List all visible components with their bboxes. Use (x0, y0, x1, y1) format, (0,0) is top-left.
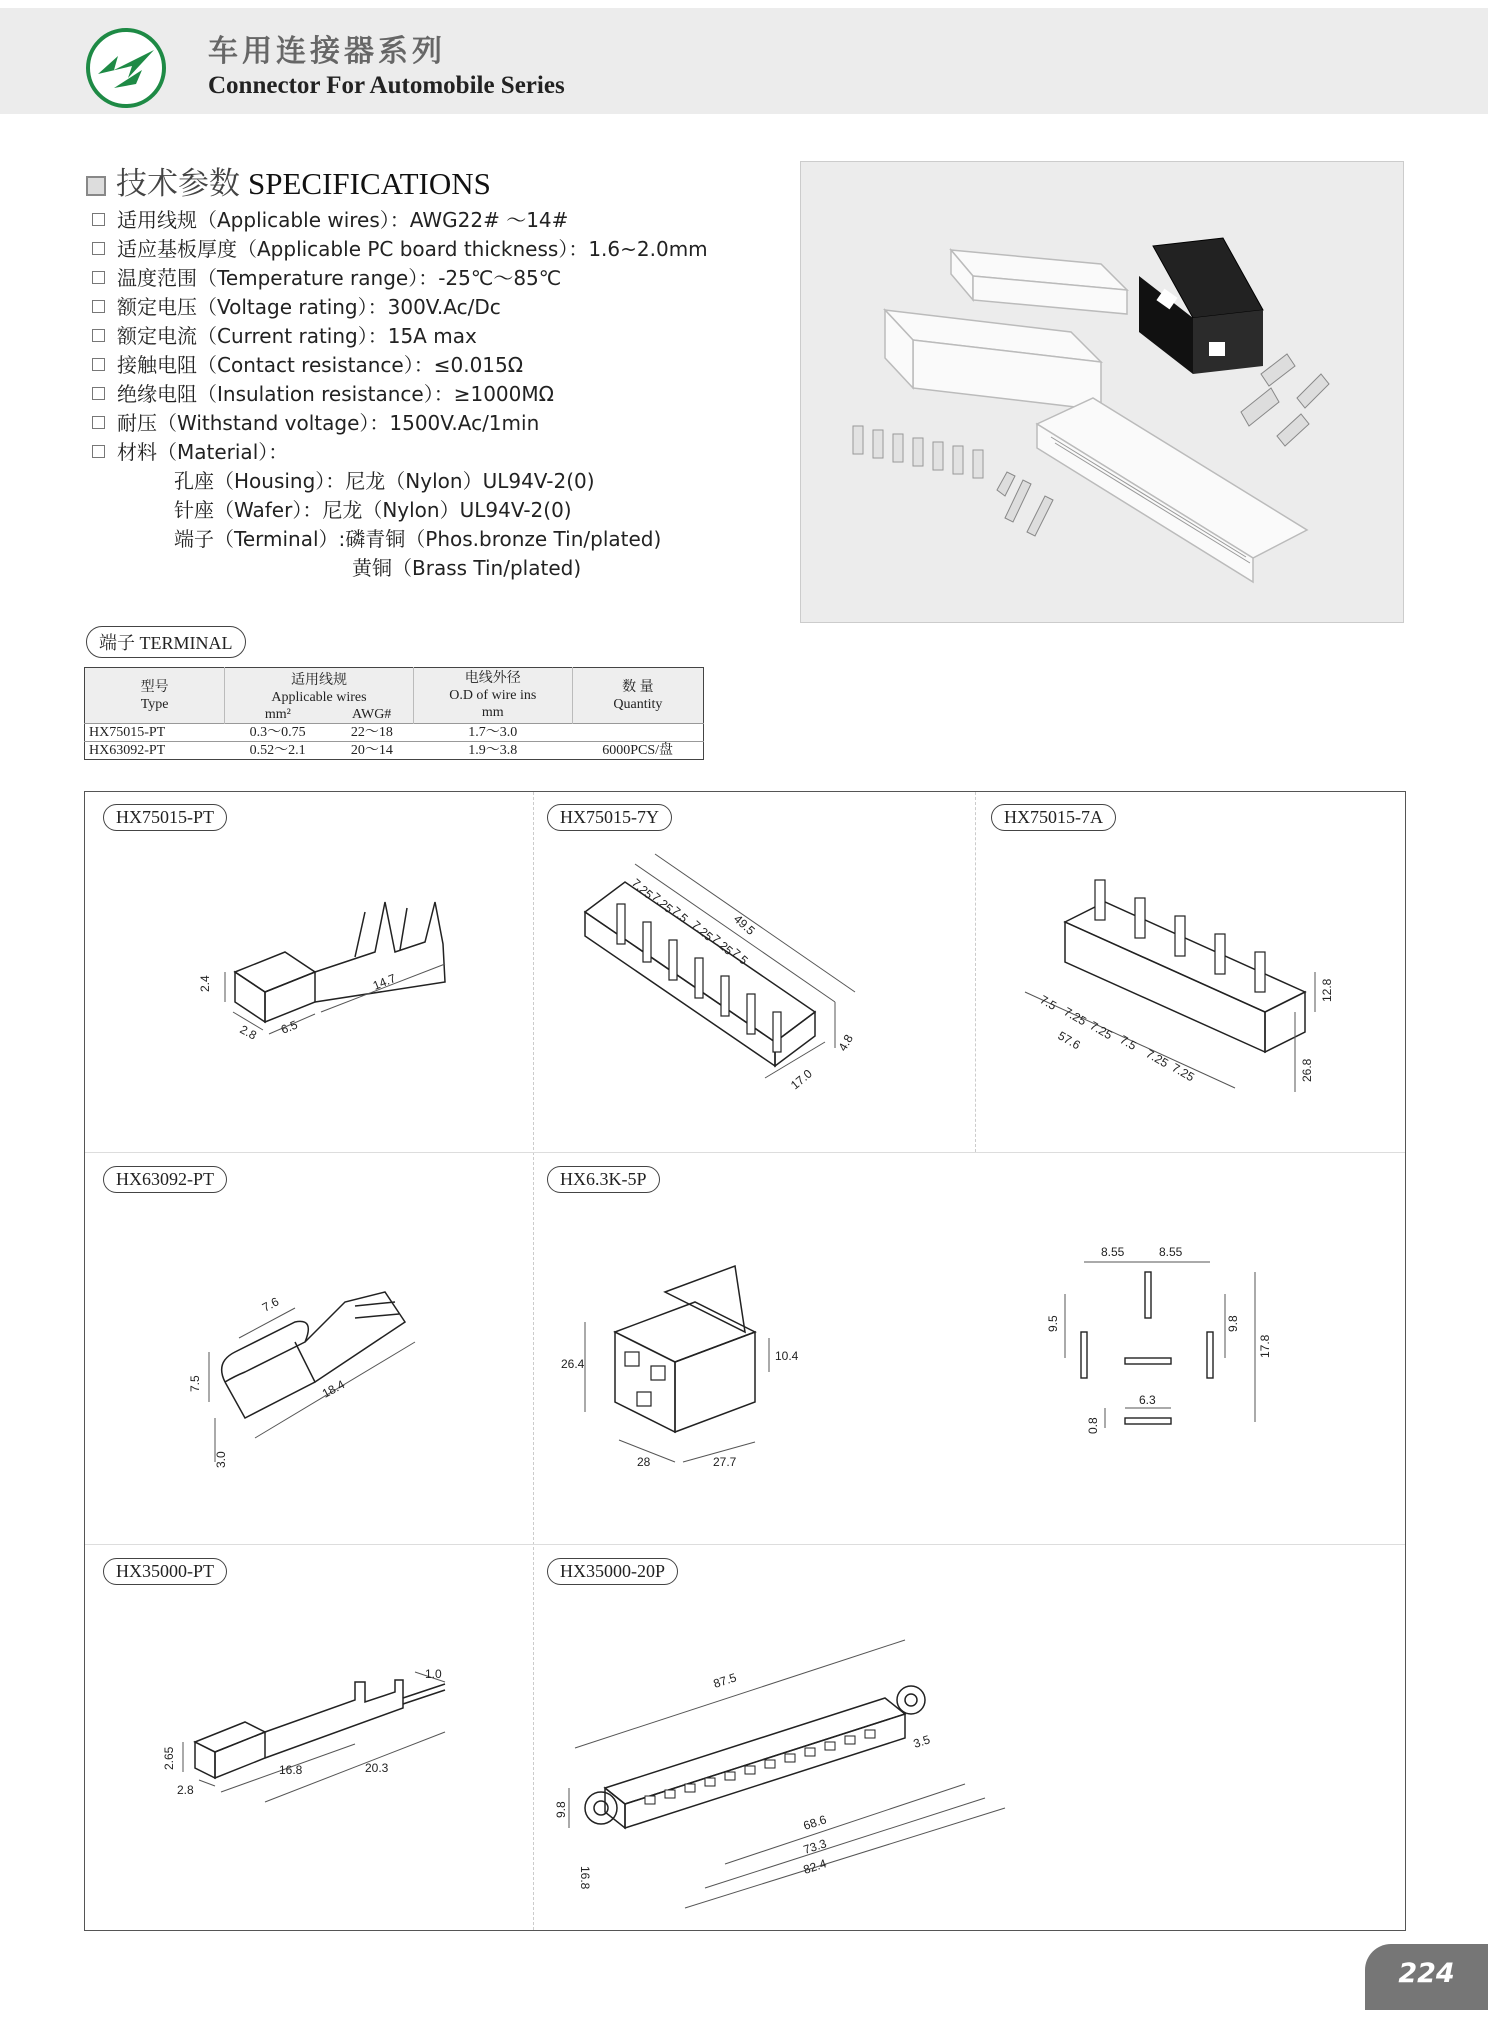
svg-text:18.4: 18.4 (319, 1377, 348, 1401)
material-terminal: 端子（Terminal）:磷青铜（Phos.bronze Tin/plated) (174, 527, 662, 551)
specifications-heading: 技术参数 SPECIFICATIONS (86, 158, 491, 203)
svg-text:7.25: 7.25 (1169, 1060, 1197, 1085)
svg-text:28: 28 (637, 1455, 651, 1469)
svg-text:9.8: 9.8 (554, 1801, 568, 1818)
quantity-header: 数 量 Quantity (572, 668, 703, 724)
part-label-hx75015-pt: HX75015-PT (103, 804, 227, 831)
square-bullet-icon (92, 213, 105, 226)
svg-text:7.25: 7.25 (688, 917, 716, 944)
svg-text:6.3: 6.3 (1139, 1393, 1156, 1407)
square-bullet-icon (92, 358, 105, 371)
spec-row: 材料（Material）： (92, 438, 708, 467)
svg-text:49.5: 49.5 (730, 911, 758, 938)
spec-row: 额定电压（Voltage rating）：300V.Ac/Dc (92, 293, 708, 322)
svg-text:7.5: 7.5 (728, 945, 751, 968)
spec-row: 接触电阻（Contact resistance）：≤0.015Ω (92, 351, 708, 380)
spec-row: 温度范围（Temperature range）：-25℃～85℃ (92, 264, 708, 293)
svg-text:9.5: 9.5 (1046, 1315, 1060, 1332)
svg-text:17.8: 17.8 (1258, 1334, 1272, 1358)
drawing-hx75015-7y (565, 852, 965, 1142)
specifications-list (92, 206, 708, 583)
type-header: 型号 Type (85, 668, 225, 724)
square-bullet-icon (92, 387, 105, 400)
material-wafer: 针座（Wafer）：尼龙（Nylon）UL94V-2(0) (174, 498, 572, 522)
part-label-hx35000-20p: HX35000-20P (547, 1558, 678, 1585)
svg-text:14.7: 14.7 (370, 971, 398, 993)
table-header-row (85, 668, 704, 707)
svg-text:20.3: 20.3 (365, 1761, 389, 1775)
svg-text:7.5: 7.5 (188, 1375, 202, 1392)
square-bullet-icon (92, 242, 105, 255)
svg-text:82.4: 82.4 (801, 1856, 829, 1877)
grid-divider (533, 792, 534, 1930)
svg-text:12.8: 12.8 (1320, 978, 1334, 1002)
svg-text:7.25: 7.25 (1143, 1046, 1171, 1071)
part-label-hx75015-7a: HX75015-7A (991, 804, 1116, 831)
page-number: 224 (1365, 1944, 1488, 2010)
terminal-table (84, 667, 704, 760)
part-label-hx35000-pt: HX35000-PT (103, 1558, 227, 1585)
svg-text:2.65: 2.65 (162, 1746, 176, 1770)
terminal-label: 端子 TERMINAL (86, 626, 246, 658)
svg-text:8.55: 8.55 (1159, 1245, 1183, 1259)
svg-text:7.25: 7.25 (1087, 1018, 1115, 1043)
svg-text:7.6: 7.6 (259, 1294, 282, 1315)
svg-text:9.8: 9.8 (1226, 1315, 1240, 1332)
svg-text:73.3: 73.3 (801, 1836, 829, 1857)
drawing-hx6-3k-5p (555, 1252, 835, 1492)
part-label-hx6-3k-5p: HX6.3K-5P (547, 1166, 660, 1193)
svg-text:27.7: 27.7 (713, 1455, 737, 1469)
spec-row: 适用线规（Applicable wires）：AWG22# ～14# (92, 206, 708, 235)
svg-text:6.5: 6.5 (278, 1017, 300, 1037)
wires-header: 适用线规 Applicable wires (225, 668, 414, 707)
product-photo (800, 161, 1404, 623)
svg-text:16.8: 16.8 (279, 1763, 303, 1777)
svg-text:0.8: 0.8 (1086, 1417, 1100, 1434)
table-row: HX63092-PT 0.52～2.1 20～14 1.9～3.8 6000PCS/盘 (85, 742, 704, 760)
square-bullet-icon (86, 176, 106, 196)
grid-divider (85, 1152, 1405, 1153)
part-label-hx75015-7y: HX75015-7Y (547, 804, 672, 831)
svg-text:1.0: 1.0 (425, 1667, 442, 1681)
svg-text:7.25: 7.25 (628, 875, 656, 902)
svg-text:8.55: 8.55 (1101, 1245, 1125, 1259)
svg-text:7.5: 7.5 (668, 903, 691, 926)
series-title-cn: 车用连接器系列 (208, 34, 446, 69)
mm2-header: mm² (225, 706, 331, 724)
square-bullet-icon (92, 271, 105, 284)
svg-text:87.5: 87.5 (711, 1670, 739, 1691)
svg-text:3.5: 3.5 (911, 1732, 932, 1751)
square-bullet-icon (92, 416, 105, 429)
svg-text:3.0: 3.0 (214, 1451, 228, 1468)
part-label-hx63092-pt: HX63092-PT (103, 1166, 227, 1193)
svg-text:10.4: 10.4 (775, 1349, 799, 1363)
series-title-en: Connector For Automobile Series (208, 72, 565, 99)
spec-row: 适应基板厚度（Applicable PC board thickness）：1.6~2.0mm (92, 235, 708, 264)
spec-row: 绝缘电阻（Insulation resistance）：≥1000MΩ (92, 380, 708, 409)
svg-text:17.0: 17.0 (787, 1066, 815, 1093)
svg-text:7.25: 7.25 (648, 889, 676, 916)
grid-divider (975, 792, 976, 1152)
drawing-hx35000-20p (554, 1618, 1385, 1918)
drawing-hx75015-pt (185, 872, 505, 1092)
svg-text:7.25: 7.25 (1061, 1004, 1089, 1029)
material-housing: 孔座（Housing）：尼龙（Nylon）UL94V-2(0) (174, 469, 595, 493)
awg-header: AWG# (331, 706, 414, 724)
svg-text:7.5: 7.5 (1117, 1032, 1139, 1053)
company-logo (84, 26, 168, 110)
square-bullet-icon (92, 329, 105, 342)
svg-text:4.8: 4.8 (835, 1032, 856, 1054)
svg-text:7.25: 7.25 (708, 931, 736, 958)
material-terminal-brass: 黄铜（Brass Tin/plated) (352, 556, 582, 580)
svg-text:26.4: 26.4 (561, 1357, 585, 1371)
drawing-hx6-3k-5p-layout (1025, 1232, 1395, 1492)
drawing-hx35000-pt (155, 1667, 475, 1872)
svg-text:2.8: 2.8 (237, 1022, 259, 1043)
table-row: HX75015-PT 0.3～0.75 22～18 1.7～3.0 (85, 724, 704, 742)
svg-text:26.8: 26.8 (1300, 1058, 1314, 1082)
square-bullet-icon (92, 300, 105, 313)
drawings-grid (84, 791, 1406, 1931)
svg-text:2.8: 2.8 (177, 1783, 194, 1797)
grid-divider (85, 1544, 1405, 1545)
spec-row: 额定电流（Current rating）：15A max (92, 322, 708, 351)
svg-text:2.4: 2.4 (198, 975, 212, 992)
od-header: 电线外径 O.D of wire ins mm (413, 668, 572, 724)
drawing-hx63092-pt (185, 1242, 505, 1502)
svg-text:57.6: 57.6 (1055, 1028, 1083, 1053)
spec-row: 耐压（Withstand voltage）：1500V.Ac/1min (92, 409, 708, 438)
svg-text:16.8: 16.8 (578, 1866, 592, 1890)
svg-text:7.5: 7.5 (1037, 992, 1059, 1013)
square-bullet-icon (92, 445, 105, 458)
drawing-hx75015-7a (985, 852, 1395, 1142)
svg-text:68.6: 68.6 (801, 1812, 829, 1833)
